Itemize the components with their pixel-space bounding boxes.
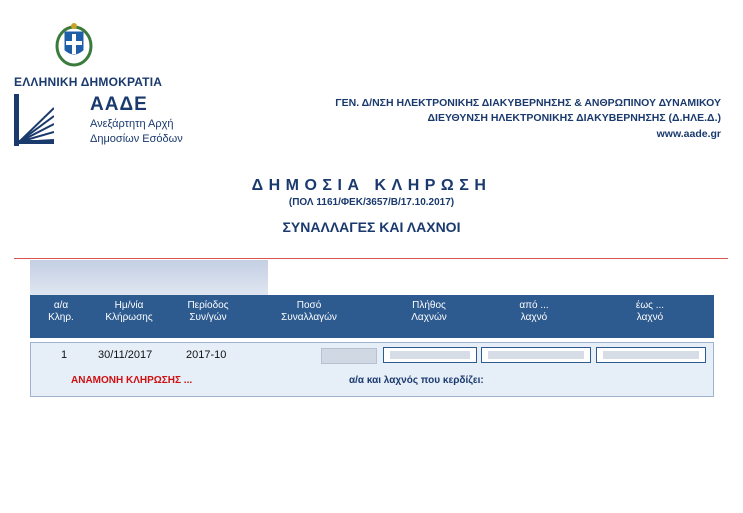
redacted-to-ticket-field bbox=[596, 347, 706, 363]
agency-subtitle-1: Ανεξάρτητη Αρχή bbox=[90, 118, 174, 130]
column-header-amount: Ποσό Συναλλαγών bbox=[281, 300, 337, 323]
table-row bbox=[30, 342, 714, 397]
redacted-from-ticket-field bbox=[481, 347, 591, 363]
column-header-draw-date: Ημ/νία Κλήρωσης bbox=[105, 300, 153, 323]
agency-name: ΑΑΔΕ bbox=[90, 94, 148, 115]
divider bbox=[14, 258, 728, 259]
coat-of-arms-icon bbox=[54, 20, 94, 68]
column-header-index: α/α Κληρ. bbox=[48, 300, 74, 323]
agency-subtitle-2: Δημοσίων Εσόδων bbox=[90, 133, 183, 145]
table-header bbox=[30, 295, 714, 338]
department-line-1: ΓΕΝ. Δ/ΝΣΗ ΗΛΕΚΤΡΟΝΙΚΗΣ ΔΙΑΚΥΒΕΡΝΗΣΗΣ & ΑΝΘΡΩΠΙΝΟΥ ΔΥΝΑΜΙΚΟΥ bbox=[335, 97, 721, 109]
column-header-from-ticket: από ... λαχνό bbox=[519, 300, 549, 323]
redacted-amount bbox=[321, 348, 377, 364]
winner-label: α/α και λαχνός που κερδίζει: bbox=[349, 375, 484, 386]
section-title: ΣΥΝΑΛΛΑΓΕΣ ΚΑΙ ΛΑΧΝΟΙ bbox=[282, 219, 461, 235]
country-label: ΕΛΛΗΝΙΚΗ ΔΗΜΟΚΡΑΤΙΑ bbox=[14, 75, 163, 89]
redacted-tab bbox=[30, 260, 268, 295]
page-title: ΔΗΜΟΣΙΑ ΚΛΗΡΩΣΗ bbox=[251, 177, 492, 194]
redacted-ticket-count-field bbox=[383, 347, 477, 363]
row-draw-date: 30/11/2017 bbox=[98, 349, 153, 361]
column-header-ticket-count: Πλήθος Λαχνών bbox=[411, 300, 447, 323]
aade-logo-icon bbox=[14, 94, 54, 146]
row-index: 1 bbox=[61, 349, 68, 361]
row-period: 2017-10 bbox=[186, 349, 227, 361]
column-header-to-ticket: έως ... λαχνό bbox=[635, 300, 665, 323]
website-link[interactable]: www.aade.gr bbox=[656, 128, 721, 140]
department-line-2: ΔΙΕΥΘΥΝΣΗ ΗΛΕΚΤΡΟΝΙΚΗΣ ΔΙΑΚΥΒΕΡΝΗΣΗΣ (Δ.ΗΛΕ.Δ.) bbox=[427, 112, 721, 124]
draw-status: ΑΝΑΜΟΝΗ ΚΛΗΡΩΣΗΣ ... bbox=[71, 375, 193, 386]
column-header-period: Περίοδος Συν/γών bbox=[187, 300, 229, 323]
legal-reference: (ΠΟΛ 1161/ΦΕΚ/3657/Β/17.10.2017) bbox=[288, 197, 455, 208]
